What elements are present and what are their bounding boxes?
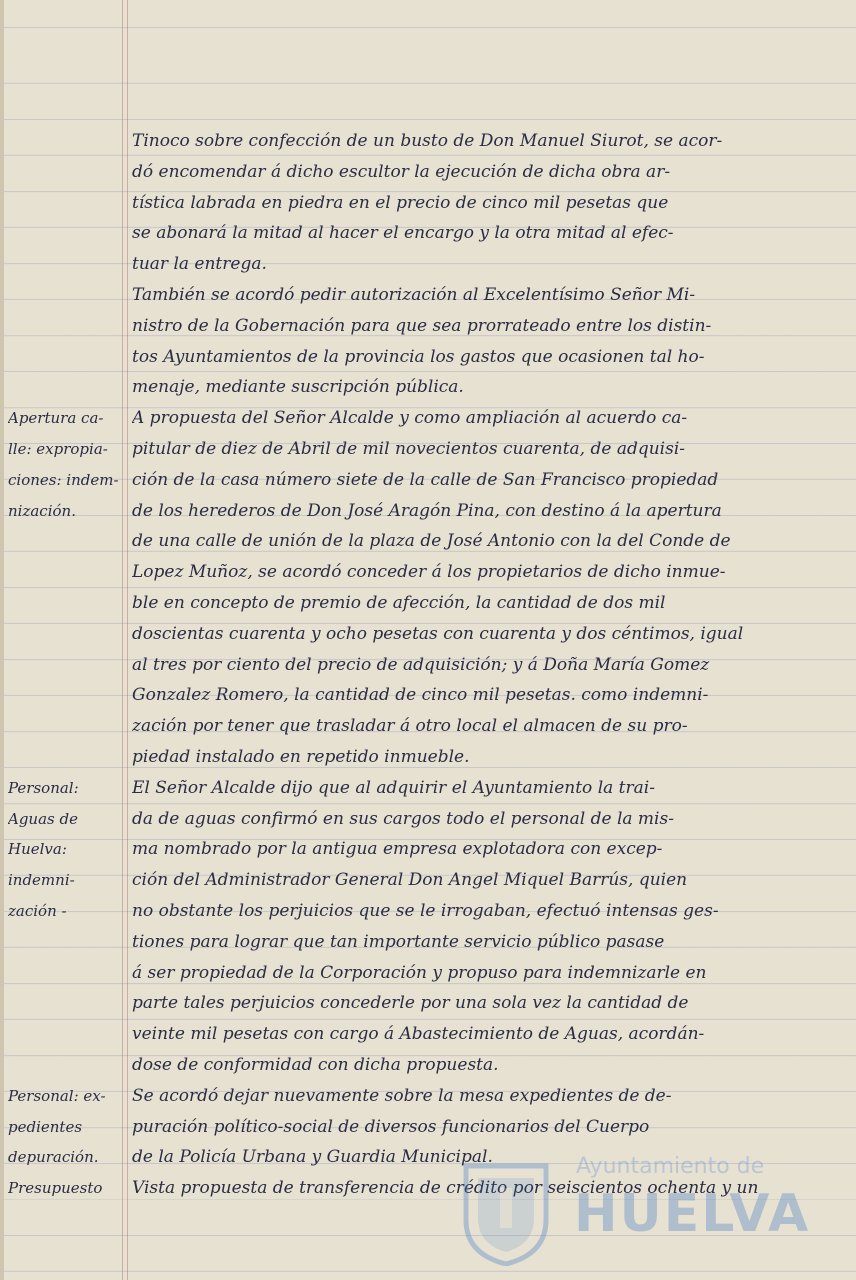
text-line: da de aguas confirmó en sus cargos todo el personal de la mis- xyxy=(132,808,674,829)
margin-note xyxy=(8,403,122,526)
watermark-top-text: Ayuntamiento de xyxy=(576,1154,765,1179)
margin-note-line: indemni- xyxy=(8,871,75,890)
text-line: También se acordó pedir autorización al Excelentísimo Señor Mi- xyxy=(132,284,696,305)
text-line: Vista propuesta de transferencia de crédito por seiscientos ochenta y un xyxy=(132,1178,759,1199)
text-line: puración político-social de diversos funcionarios del Cuerpo xyxy=(132,1116,650,1137)
margin-note-line: Presupuesto xyxy=(8,1179,103,1198)
margin-note-line: Huelva: xyxy=(8,840,67,859)
text-line: veinte mil pesetas con cargo á Abastecimiento de Aguas, acordán- xyxy=(132,1024,705,1045)
text-line: Se acordó dejar nuevamente sobre la mesa expedientes de de- xyxy=(132,1085,672,1106)
text-line: ble en concepto de premio de afección, la cantidad de dos mil xyxy=(132,592,666,613)
text-line: Gonzalez Romero, la cantidad de cinco mil pesetas. como indemni- xyxy=(132,685,709,706)
text-line: dose de conformidad con dicha propuesta. xyxy=(132,1054,499,1075)
text-line: ma nombrado por la antigua empresa explotadora con excep- xyxy=(132,839,663,860)
text-line: no obstante los perjuicios que se le irrogaban, efectuó intensas ges- xyxy=(132,900,719,921)
text-line: ción del Administrador General Don Angel Miquel Barrús, quien xyxy=(132,870,688,891)
text-line: Tinoco sobre confección de un busto de Don Manuel Siurot, se acor- xyxy=(132,131,723,151)
text-line: de una calle de unión de la plaza de José Antonio con la del Conde de xyxy=(132,531,731,552)
margin-rule xyxy=(127,0,128,1280)
text-line: piedad instalado en repetido inmueble. xyxy=(132,746,470,767)
text-line: al tres por ciento del precio de adquisición; y á Doña María Gomez xyxy=(132,654,710,675)
margin-rule xyxy=(122,0,123,1280)
margin-note-line: pedientes xyxy=(8,1117,83,1136)
text-line: de la Policía Urbana y Guardia Municipal. xyxy=(132,1147,493,1168)
watermark xyxy=(456,1148,836,1276)
minutes-body-text xyxy=(132,126,844,1204)
margin-note-line: Apertura ca- xyxy=(8,409,104,428)
page-edge xyxy=(0,0,4,1280)
text-line: nistro de la Gobernación para que sea prorrateado entre los distin- xyxy=(132,315,712,336)
text-line: tística labrada en piedra en el precio de cinco mil pesetas que xyxy=(132,192,669,213)
text-line: se abonará la mitad al hacer el encargo y la otra mitad al efec- xyxy=(132,223,674,244)
watermark-main-text: HUELVA xyxy=(574,1184,811,1244)
margin-note-line: Aguas de xyxy=(8,809,78,828)
margin-note-line: Personal: ex- xyxy=(8,1086,106,1105)
text-line: á ser propiedad de la Corporación y propuso para indemnizarle en xyxy=(132,962,707,983)
text-line: pitular de diez de Abril de mil novecientos cuarenta, de adquisi- xyxy=(132,438,686,459)
text-line: dó encomendar á dicho escultor la ejecución de dicha obra ar- xyxy=(132,161,671,182)
text-line: ción de la casa número siete de la calle de San Francisco propiedad xyxy=(132,469,719,490)
margin-note-line: nización. xyxy=(8,501,76,520)
margin-note-line: zación - xyxy=(8,901,67,920)
text-line: Lopez Muñoz, se acordó conceder á los propietarios de dicho inmue- xyxy=(132,562,726,583)
text-line: parte tales perjuicios concederle por una sola vez la cantidad de xyxy=(132,993,689,1014)
margin-note-line: Personal: xyxy=(8,778,79,797)
margin-note-line: ciones: indem- xyxy=(8,470,119,489)
margin-note xyxy=(8,1173,122,1204)
margin-note xyxy=(8,773,122,927)
margin-note-line: depuración. xyxy=(8,1148,99,1167)
text-line: tiones para lograr que tan importante servicio público pasase xyxy=(132,931,665,952)
city-seal-icon xyxy=(456,1158,556,1266)
text-line: doscientas cuarenta y ocho pesetas con cuarenta y dos céntimos, igual xyxy=(132,623,744,644)
text-line: tuar la entrega. xyxy=(132,254,267,275)
text-line: menaje, mediante suscripción pública. xyxy=(132,377,464,398)
text-line: El Señor Alcalde dijo que al adquirir el Ayuntamiento la trai- xyxy=(132,777,655,798)
text-line: A propuesta del Señor Alcalde y como ampliación al acuerdo ca- xyxy=(132,408,688,429)
text-line: tos Ayuntamientos de la provincia los gastos que ocasionen tal ho- xyxy=(132,346,705,367)
text-line: zación por tener que trasladar á otro local el almacen de su pro- xyxy=(132,716,688,737)
margin-note-line: lle: expropia- xyxy=(8,439,108,458)
margin-note xyxy=(8,1081,122,1173)
text-line: de los herederos de Don José Aragón Pina, con destino á la apertura xyxy=(132,500,722,521)
